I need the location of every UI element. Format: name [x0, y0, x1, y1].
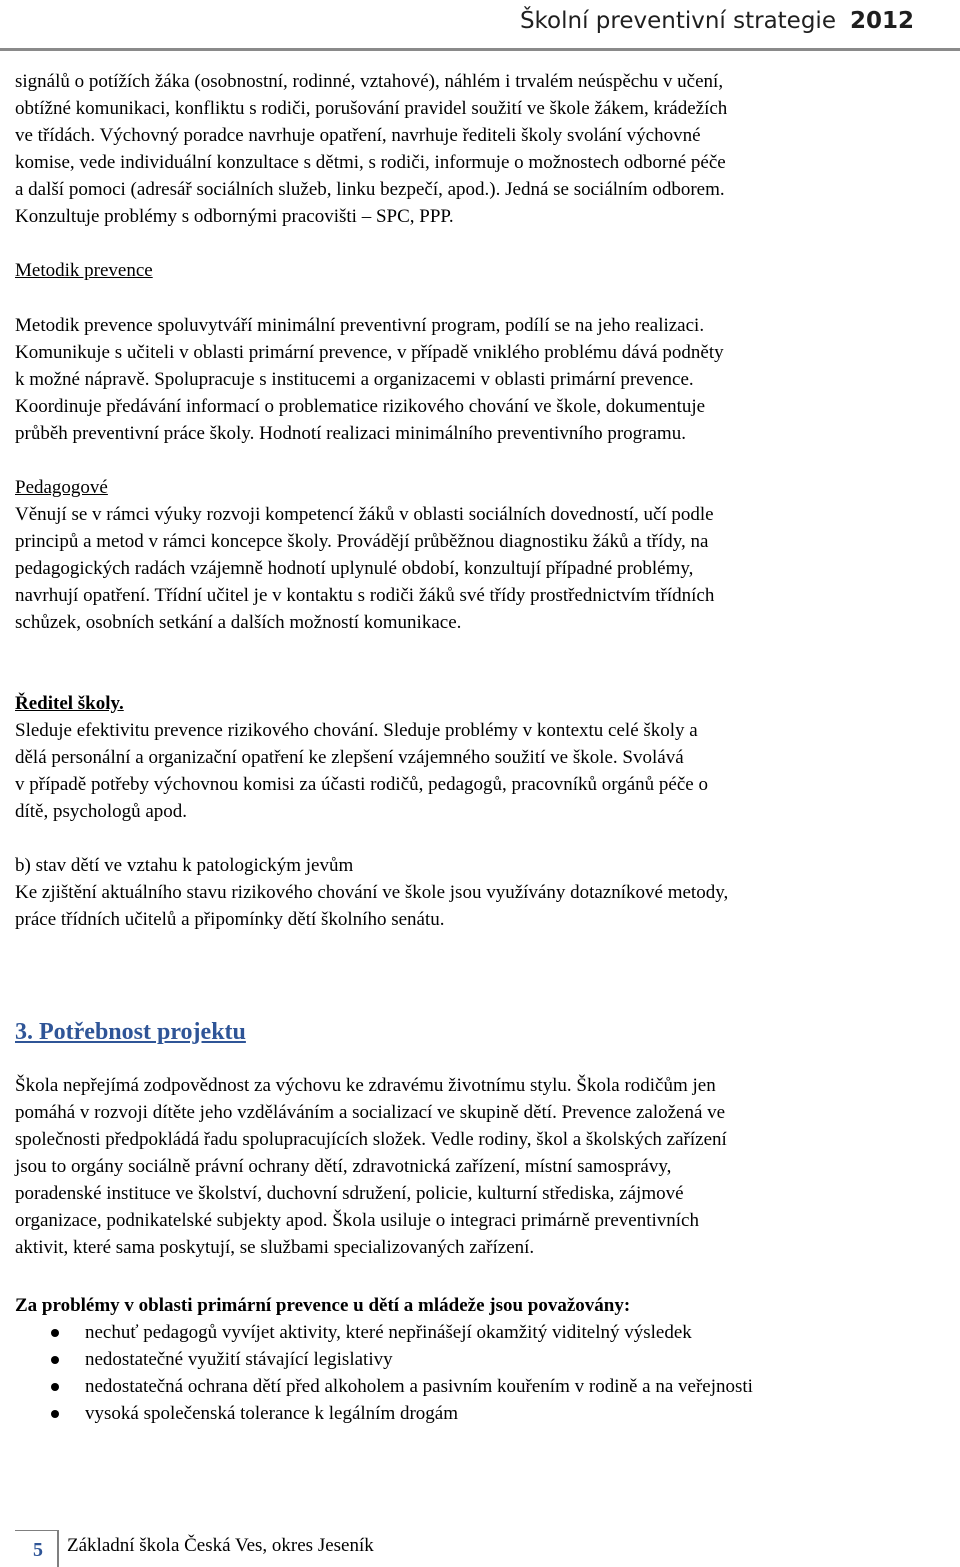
text-line: Sleduje efektivitu prevence rizikového chování. Sleduje problémy v kontextu celé školy a [15, 720, 698, 741]
footer-divider [15, 1530, 57, 1531]
reditel-paragraph [15, 717, 913, 825]
header-title-group [520, 8, 914, 34]
intro-paragraph [15, 68, 913, 230]
list-item-text: vysoká společenská tolerance k legálním drogám [85, 1403, 459, 1424]
text-line: dělá personální a organizační opatření ke zlepšení vzájemného soužití ve škole. Svolává [15, 747, 684, 768]
text-line: a další pomoci (adresář sociálních služeb, linku bezpečí, apod.). Jedná se sociálním odborem. [15, 179, 725, 200]
text-line: signálů o potížích žáka (osobnostní, rodinné, vztahové), náhlém i trvalém neúspěchu v učení, [15, 71, 724, 92]
list-item [15, 1319, 913, 1346]
stav-paragraph [15, 879, 913, 933]
header-year: 2012 [849, 8, 914, 34]
text-line: jsou to orgány sociálně právní ochrany dětí, zdravotnická zařízení, místní samosprávy, [15, 1156, 672, 1177]
bullet-icon [51, 1383, 59, 1391]
text-line: komise, vede individuální konzultace s dětmi, s rodiči, informuje o možnostech odborné péče [15, 152, 726, 173]
text-line: pomáhá v rozvoji dítěte jeho vzděláváním a socializací ve skupině dětí. Prevence založená ve [15, 1102, 726, 1123]
metodik-paragraph [15, 312, 913, 447]
text-line: aktivit, které sama poskytují, se službami specializovaných zařízení. [15, 1237, 535, 1258]
text-line: principů a metod v rámci koncepce školy. Provádějí průběžnou diagnostiku žáků a třídy, na [15, 531, 709, 552]
list-item-text: nechuť pedagogů vyvíjet aktivity, které nepřinášejí okamžitý viditelný výsledek [85, 1322, 692, 1343]
page-header [0, 0, 960, 50]
text-line: v případě potřeby výchovnou komisi za účasti rodičů, pedagogů, pracovníků orgánů péče o [15, 774, 708, 795]
text-line: Ke zjištění aktuálního stavu rizikového chování ve škole jsou využívány dotazníkové metody, [15, 882, 729, 903]
potrebnost-paragraph [15, 1072, 913, 1261]
text-line: navrhují opatření. Třídní učitel je v kontaktu s rodiči žáků své třídy prostřednictvím třídních [15, 585, 715, 606]
text-line: průběh preventivní práce školy. Hodnotí realizaci minimálního preventivního programu. [15, 423, 686, 444]
text-line: poradenské instituce ve školství, duchovní sdružení, policie, kulturní střediska, zájmové [15, 1183, 684, 1204]
text-line: Metodik prevence spoluvytváří minimální preventivní program, podílí se na jeho realizaci. [15, 315, 705, 336]
text-line: schůzek, osobních setkání a dalších možností komunikace. [15, 612, 462, 633]
list-item-text: nedostatečná ochrana dětí před alkoholem a pasivním kouřením v rodině a na veřejnosti [85, 1376, 753, 1397]
text-line: Škola nepřejímá zodpovědnost za výchovu ke zdravému životnímu stylu. Škola rodičům jen [15, 1075, 716, 1096]
pedagogove-paragraph [15, 501, 913, 636]
footer-separator [57, 1530, 59, 1567]
list-item [15, 1373, 913, 1400]
problemy-heading: Za problémy v oblasti primární prevence u dětí a mládeže jsou považovány: [15, 1295, 631, 1316]
text-line: Komunikuje s učiteli v oblasti primární prevence, v případě vniklého problému dává podněty [15, 342, 724, 363]
page-footer [0, 1530, 960, 1567]
text-line: ve třídách. Výchovný poradce navrhuje opatření, navrhuje řediteli školy svolání výchovné [15, 125, 701, 146]
metodik-heading: Metodik prevence [15, 260, 153, 281]
footer-school-name: Základní škola Česká Ves, okres Jeseník [67, 1535, 374, 1556]
header-title: Školní preventivní strategie [519, 8, 836, 34]
header-divider [0, 48, 960, 51]
text-line: obtížné komunikaci, konfliktu s rodiči, porušování pravidel soužití ve škole žákem, krádežích [15, 98, 728, 119]
bullet-icon [51, 1410, 59, 1418]
text-line: práce třídních učitelů a připomínky dětí školního senátu. [15, 909, 445, 930]
pedagogove-heading: Pedagogové [15, 477, 108, 498]
text-line: dítě, psychologů apod. [15, 801, 188, 822]
list-item-text: nedostatečné využití stávající legislativy [85, 1349, 393, 1370]
page-number: 5 [33, 1539, 43, 1561]
document-body [15, 68, 913, 1427]
list-item [15, 1346, 913, 1373]
problemy-list [15, 1319, 913, 1427]
text-line: organizace, podnikatelské subjekty apod. Škola usiluje o integraci primárně preventivních [15, 1210, 699, 1231]
text-line: Věnují se v rámci výuky rozvoji kompetencí žáků v oblasti sociálních dovedností, učí podle [15, 504, 714, 525]
text-line: k možné nápravě. Spolupracuje s institucemi a organizacemi v oblasti primární prevence. [15, 369, 694, 390]
text-line: pedagogických radách vzájemně hodnotí uplynulé období, konzultují případné problémy, [15, 558, 694, 579]
stav-heading: b) stav dětí ve vztahu k patologickým jevům [15, 855, 354, 876]
text-line: Konzultuje problémy s odbornými pracovišti – SPC, PPP. [15, 206, 454, 227]
text-line: Koordinuje předávání informací o problematice rizikového chování ve škole, dokumentuje [15, 396, 706, 417]
text-line: společnosti předpokládá řadu spolupracujících složek. Vedle rodiny, škol a školských zařízení [15, 1129, 727, 1150]
section-heading-potrebnost: 3. Potřebnost projektu [15, 1019, 246, 1045]
bullet-icon [51, 1356, 59, 1364]
bullet-icon [51, 1329, 59, 1337]
list-item [15, 1400, 913, 1427]
reditel-heading: Ředitel školy. [15, 693, 124, 714]
